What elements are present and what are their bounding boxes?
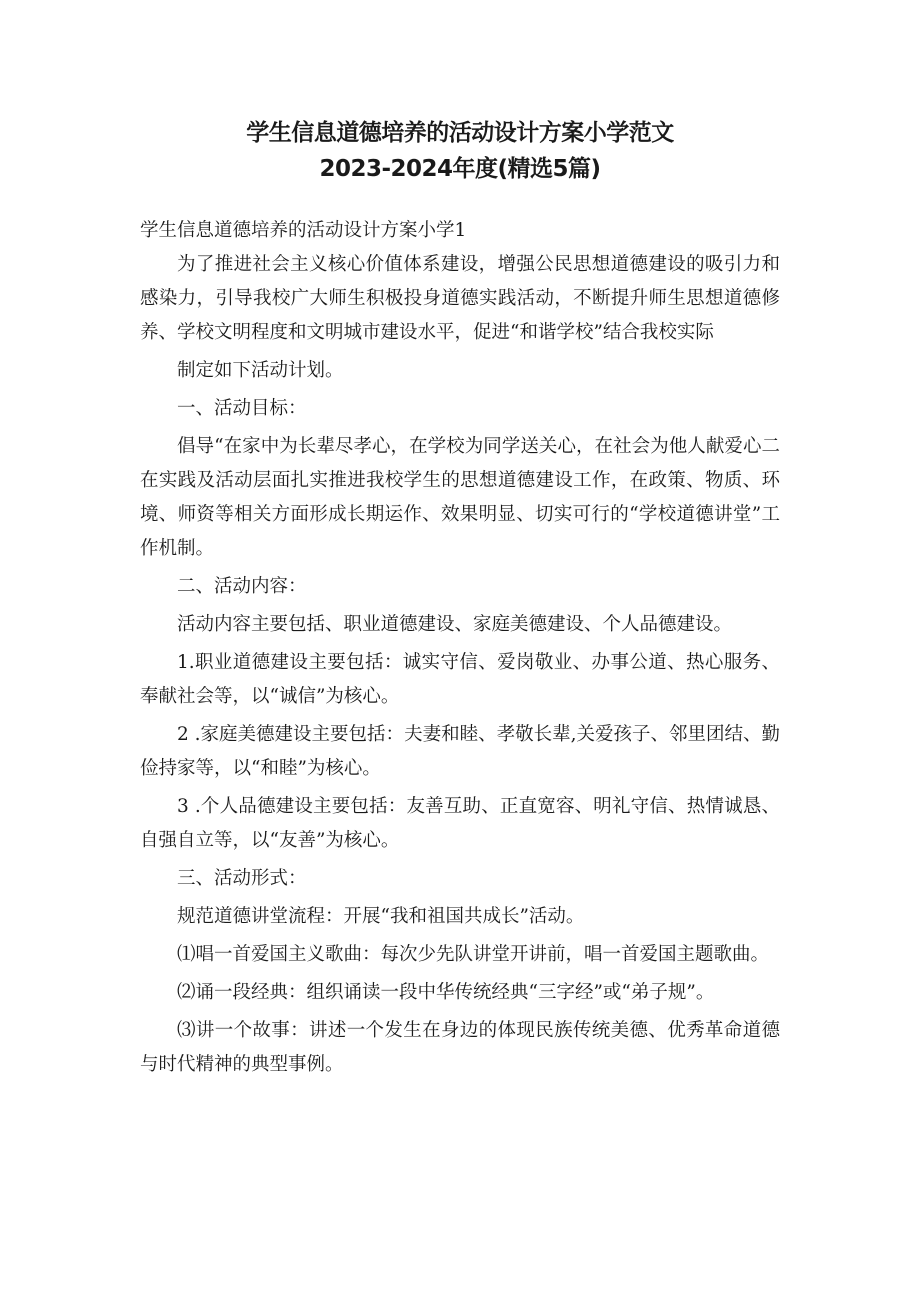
list-item-story: ⑶讲一个故事：讲述一个发生在身边的体现民族传统美德、优秀革命道德与时代精神的典型事例。 bbox=[140, 1020, 780, 1075]
document-body bbox=[140, 214, 780, 1082]
list-item-classic: ⑵诵一段经典：组织诵读一段中华传统经典“三字经”或“弟子规”。 bbox=[177, 982, 715, 1003]
section-heading: 学生信息道德培养的活动设计方案小学1 bbox=[140, 220, 467, 241]
paragraph-plan: 制定如下活动计划。 bbox=[177, 360, 344, 381]
heading-goals: 一、活动目标： bbox=[177, 398, 307, 419]
heading-content: 二、活动内容： bbox=[177, 576, 307, 597]
paragraph-goals: 倡导“在家中为长辈尽孝心，在学校为同学送关心，在社会为他人献爱心二在实践及活动层面扎实推进我校学生的思想道德建设工作，在政策、物质、环境、师资等相关方面形成长期运作、效果明显、切实可行的“学校道德讲堂”工作机制。 bbox=[140, 436, 780, 559]
list-item-personal-morality: 3 .个人品德建设主要包括：友善互助、正直宽容、明礼守信、热情诚恳、自强自立等，以“友善”为核心。 bbox=[140, 796, 780, 851]
document-title-line-2: 2023-2024年度(精选5篇) bbox=[319, 156, 601, 182]
document-title-line-1: 学生信息道德培养的活动设计方案小学范文 bbox=[246, 120, 674, 146]
paragraph-intro: 为了推进社会主义核心价值体系建设，增强公民思想道德建设的吸引力和感染力，引导我校广大师生积极投身道德实践活动，不断提升师生思想道德修养、学校文明程度和文明城市建设水平，促进“和谐学校”结合我校实际 bbox=[140, 254, 780, 343]
heading-format: 三、活动形式： bbox=[177, 868, 307, 889]
paragraph-format: 规范道德讲堂流程：开展“我和祖国共成长”活动。 bbox=[177, 906, 585, 927]
list-item-professional-ethics: 1.职业道德建设主要包括：诚实守信、爱岗敬业、办事公道、热心服务、奉献社会等，以“诚信”为核心。 bbox=[140, 652, 780, 707]
list-item-song: ⑴唱一首爱国主义歌曲：每次少先队讲堂开讲前，唱一首爱国主题歌曲。 bbox=[177, 944, 770, 965]
paragraph-content: 活动内容主要包括、职业道德建设、家庭美德建设、个人品德建设。 bbox=[177, 614, 733, 635]
list-item-family-virtues: 2 .家庭美德建设主要包括：夫妻和睦、孝敬长辈,关爱孩子、邻里团结、勤俭持家等，以“和睦”为核心。 bbox=[140, 724, 780, 779]
